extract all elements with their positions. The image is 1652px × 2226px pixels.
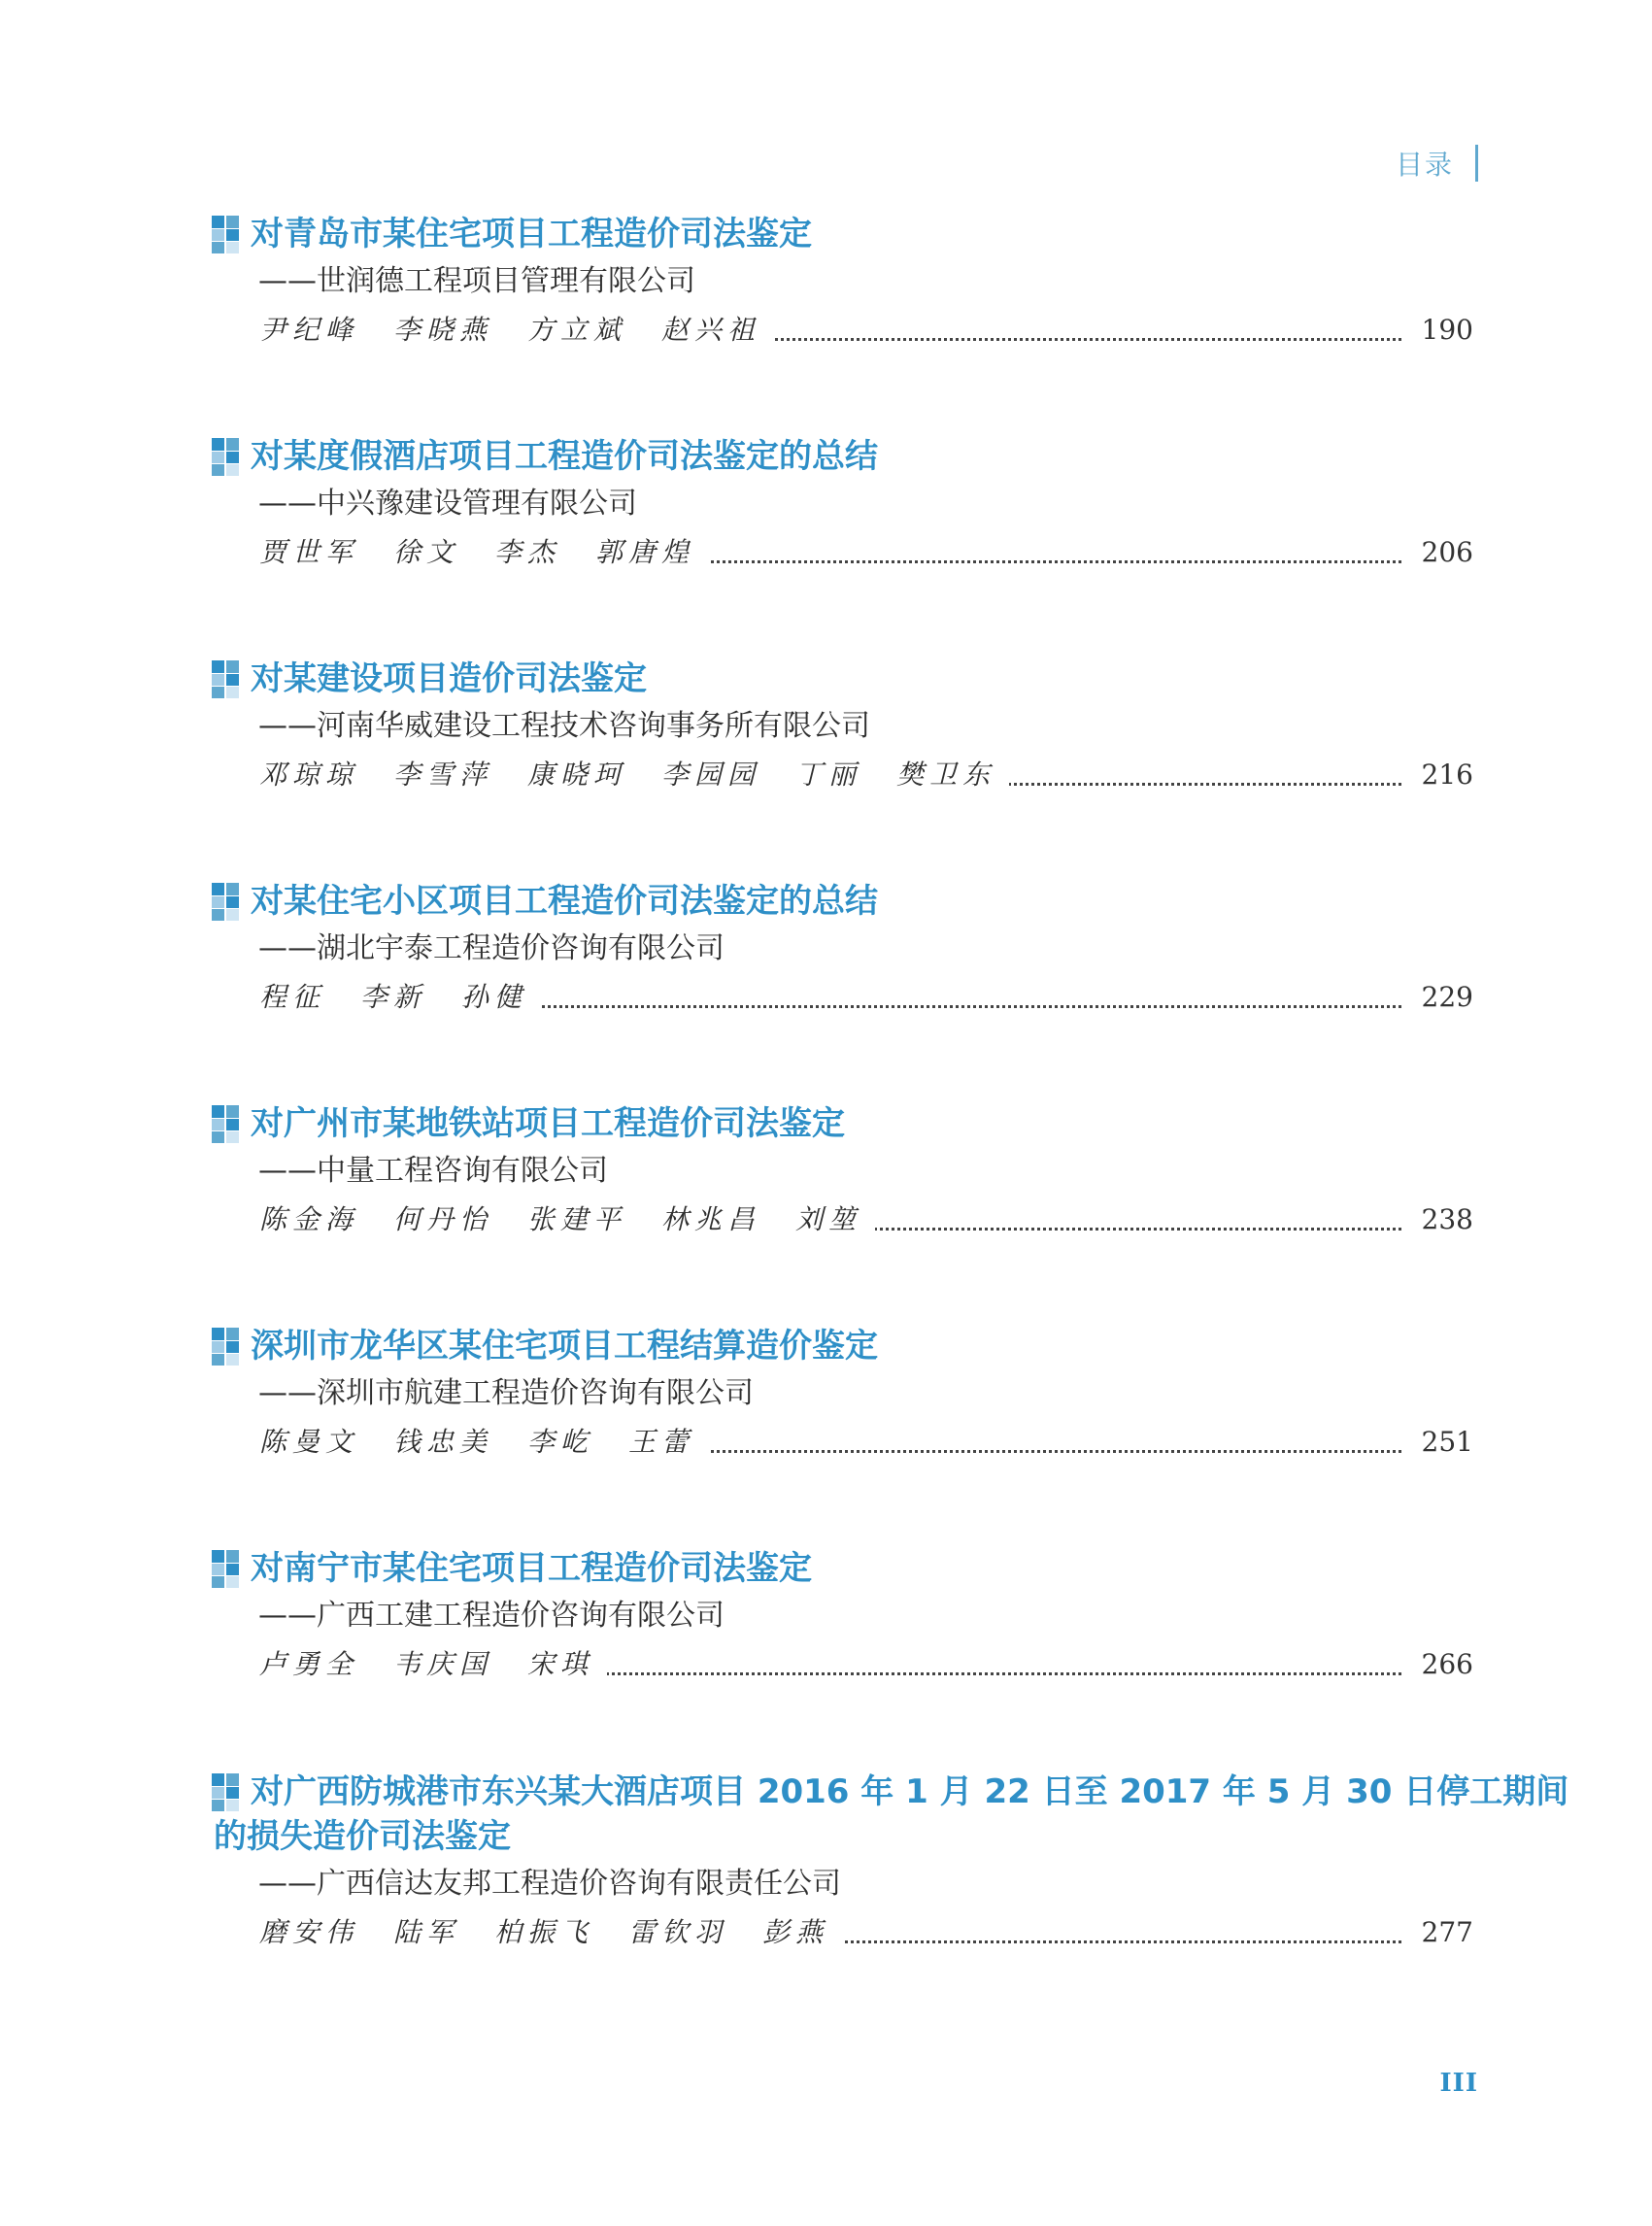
toc-entry-authors [259, 531, 708, 574]
toc-entry-authors [259, 1421, 708, 1464]
author-name: 钱忠美 [393, 1426, 493, 1458]
author-name: 陆军 [393, 1916, 460, 1948]
toc-entry-title[interactable]: 对某度假酒店项目工程造价司法鉴定的总结 [251, 437, 878, 476]
toc-entry-author-line [0, 1911, 1652, 1956]
author-name: 何丹怡 [393, 1203, 493, 1235]
toc-entry[interactable] [0, 1101, 1652, 1243]
toc-entry-authors [259, 309, 774, 352]
author-name: 林兆昌 [661, 1203, 761, 1235]
toc-entry-page-number[interactable]: 251 [1406, 1421, 1473, 1464]
author-name: 卢勇全 [259, 1648, 359, 1680]
toc-entry[interactable] [0, 657, 1652, 798]
toc-entry-page-number[interactable]: 277 [1406, 1911, 1473, 1954]
toc-entry-page-number[interactable]: 190 [1406, 309, 1473, 352]
toc-entry-author-line [0, 309, 1652, 354]
toc-entry-title-continued[interactable]: 的损失造价司法鉴定 [214, 1817, 511, 1856]
author-name: 贾世军 [259, 536, 359, 568]
square-bullet-icon [212, 1550, 244, 1588]
author-name: 彭燕 [762, 1916, 829, 1948]
toc-entry-title-row [0, 1101, 1492, 1146]
toc-entry-title[interactable]: 对广西防城港市东兴某大酒店项目 2016 年 1 月 22 日至 2017 年 5 月 30 日停工期间 [251, 1772, 1569, 1811]
toc-entry-authors [259, 1911, 842, 1954]
toc-entry-title-row [0, 1770, 1569, 1859]
author-name: 李晓燕 [393, 314, 493, 346]
toc-entry-title-row [0, 1546, 1492, 1591]
toc-entry-organization: ——世润德工程项目管理有限公司 [258, 264, 695, 298]
toc-entry-organization: ——广西信达友邦工程造价咨询有限责任公司 [258, 1867, 841, 1901]
toc-entry-author-line [0, 1643, 1652, 1688]
author-name: 邓琼琼 [259, 759, 359, 791]
square-bullet-icon [212, 216, 244, 253]
author-name: 徐文 [393, 536, 460, 568]
toc-entry[interactable] [0, 1770, 1652, 1956]
toc-entry-authors [259, 976, 541, 1019]
author-name: 刘堃 [795, 1203, 862, 1235]
running-header-label: 目录 [1395, 149, 1454, 181]
author-name: 韦庆国 [393, 1648, 493, 1680]
toc-entry-author-line [0, 1421, 1652, 1466]
author-name: 丁丽 [795, 759, 862, 791]
author-name: 尹纪峰 [259, 314, 359, 346]
toc-entry-author-line [0, 1198, 1652, 1243]
author-name: 宋琪 [527, 1648, 594, 1680]
toc-entry-page-number[interactable]: 206 [1406, 531, 1473, 574]
toc-entry-title[interactable]: 对南宁市某住宅项目工程造价司法鉴定 [251, 1549, 812, 1588]
author-name: 柏振飞 [494, 1916, 594, 1948]
toc-entry-page-number[interactable]: 238 [1406, 1198, 1473, 1241]
toc-entry-title[interactable]: 对某建设项目造价司法鉴定 [251, 659, 647, 698]
author-name: 李杰 [494, 536, 561, 568]
author-name: 王蕾 [628, 1426, 695, 1458]
toc-entry-title[interactable]: 深圳市龙华区某住宅项目工程结算造价鉴定 [251, 1327, 878, 1366]
toc-entry-authors [259, 1643, 607, 1686]
toc-entry-organization: ——广西工建工程造价咨询有限公司 [258, 1599, 725, 1633]
toc-entry-title-row [0, 657, 1492, 701]
toc-entry-title[interactable]: 对某住宅小区项目工程造价司法鉴定的总结 [251, 882, 878, 921]
author-name: 张建平 [527, 1203, 627, 1235]
author-name: 李新 [360, 981, 427, 1013]
author-name: 磨安伟 [259, 1916, 359, 1948]
running-header-rule [1475, 145, 1478, 182]
toc-entry-title[interactable]: 对青岛市某住宅项目工程造价司法鉴定 [251, 215, 812, 253]
author-name: 赵兴祖 [661, 314, 761, 346]
author-name: 李屹 [527, 1426, 594, 1458]
author-name: 郭唐煌 [595, 536, 695, 568]
author-name: 李雪萍 [393, 759, 493, 791]
toc-entry-organization: ——河南华威建设工程技术咨询事务所有限公司 [258, 709, 870, 743]
toc-entry[interactable] [0, 879, 1652, 1021]
running-header [1396, 144, 1478, 183]
toc-entry-page-number[interactable]: 229 [1406, 976, 1473, 1019]
toc-entry-page-number[interactable]: 216 [1406, 754, 1473, 796]
page-folio: III [1439, 2069, 1478, 2098]
toc-entry[interactable] [0, 1324, 1652, 1466]
author-name: 陈金海 [259, 1203, 359, 1235]
author-name: 雷钦羽 [628, 1916, 728, 1948]
toc-entry-page-number[interactable]: 266 [1406, 1643, 1473, 1686]
author-name: 程征 [259, 981, 326, 1013]
author-name: 李园园 [661, 759, 761, 791]
author-name: 康晓珂 [527, 759, 627, 791]
toc-entry-author-line [0, 976, 1652, 1021]
toc-entry-title-row [0, 879, 1492, 924]
author-name: 孙健 [461, 981, 528, 1013]
toc-entry-title[interactable]: 对广州市某地铁站项目工程造价司法鉴定 [251, 1104, 845, 1143]
square-bullet-icon [212, 1773, 244, 1811]
toc-entry[interactable] [0, 212, 1652, 354]
toc-entry-organization: ——中兴豫建设管理有限公司 [258, 487, 637, 521]
toc-entry-title-row [0, 212, 1492, 256]
toc-entry-organization: ——湖北宇泰工程造价咨询有限公司 [258, 931, 725, 965]
toc-entry-authors [259, 1198, 875, 1241]
toc-entry-title-row [0, 434, 1492, 479]
square-bullet-icon [212, 1328, 244, 1366]
author-name: 樊卫东 [896, 759, 996, 791]
square-bullet-icon [212, 660, 244, 698]
toc-entry-organization: ——深圳市航建工程造价咨询有限公司 [258, 1376, 754, 1410]
toc-entry[interactable] [0, 434, 1652, 576]
toc-entry-author-line [0, 754, 1652, 798]
author-name: 方立斌 [527, 314, 627, 346]
toc-entry-authors [259, 754, 1009, 796]
toc-entry-organization: ——中量工程咨询有限公司 [258, 1154, 608, 1188]
toc-entry-title-row [0, 1324, 1492, 1368]
author-name: 陈曼文 [259, 1426, 359, 1458]
square-bullet-icon [212, 438, 244, 476]
square-bullet-icon [212, 883, 244, 921]
toc-entry-author-line [0, 531, 1652, 576]
toc-entry[interactable] [0, 1546, 1652, 1688]
square-bullet-icon [212, 1105, 244, 1143]
